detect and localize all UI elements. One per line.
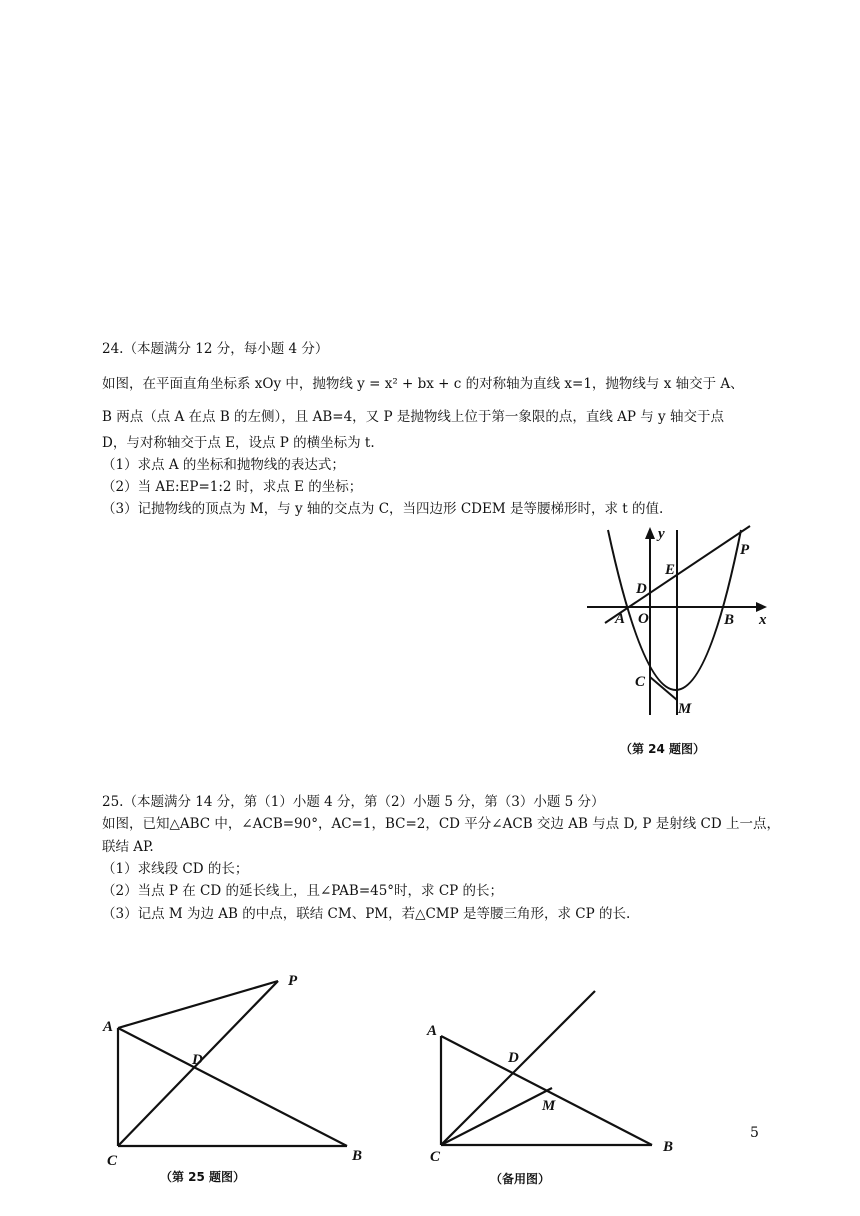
fig25-label-D: D (192, 1052, 203, 1068)
q24-line3: D，与对称轴交于点 E，设点 P 的横坐标为 t. (102, 435, 375, 451)
q25-part2: （2）当点 P 在 CD 的延长线上，且∠PAB=45°时，求 CP 的长； (102, 883, 504, 899)
fig24-label-A: A (615, 611, 626, 627)
q25-line1: 如图，已知△ABC 中，∠ACB=90°，AC=1，BC=2，CD 平分∠ACB 交边 AB 与点 D, P 是射线 CD 上一点， (102, 816, 780, 832)
fig24-label-y: y (658, 526, 665, 542)
fig24-label-E: E (665, 562, 676, 578)
fig24-label-B: B (724, 612, 735, 628)
fig24-label-P: P (740, 542, 750, 558)
fig24-label-M: M (678, 701, 692, 717)
q24-line1: 如图，在平面直角坐标系 xOy 中，抛物线 y = x² + bx + c 的对称轴为直线 x=1，抛物线与 x 轴交于 A、 (102, 376, 744, 392)
q24-header: 24.（本题满分 12 分，每小题 4 分） (102, 341, 329, 357)
backup-label-M: M (542, 1098, 556, 1114)
fig25-label-B: B (352, 1148, 363, 1164)
fig24-label-x: x (759, 612, 767, 628)
backup-label-A: A (427, 1023, 438, 1039)
figure-25-caption: （第 25 题图） (160, 1170, 246, 1184)
figure-24 (575, 520, 775, 725)
q24-part1: （1）求点 A 的坐标和抛物线的表达式； (102, 457, 345, 473)
figure-backup (420, 985, 685, 1170)
q24-line2: B 两点（点 A 在点 B 的左侧），且 AB=4，又 P 是抛物线上位于第一象限的点，直线 AP 与 y 轴交于点 (102, 409, 724, 425)
backup-label-D: D (508, 1050, 519, 1066)
figure-25 (95, 965, 375, 1165)
q24-part3: （3）记抛物线的顶点为 M，与 y 轴的交点为 C，当四边形 CDEM 是等腰梯形时，求 t 的值. (102, 501, 664, 517)
fig25-label-A: A (103, 1019, 114, 1035)
backup-label-C: C (430, 1149, 441, 1165)
backup-label-B: B (663, 1139, 674, 1155)
figure-24-caption: （第 24 题图） (620, 742, 706, 756)
fig25-label-P: P (288, 973, 298, 989)
page-number: 5 (750, 1125, 759, 1141)
q25-line2: 联结 AP. (102, 839, 154, 855)
q24-part2: （2）当 AE:EP=1:2 时，求点 E 的坐标； (102, 479, 363, 495)
q25-part1: （1）求线段 CD 的长； (102, 861, 249, 877)
q25-part3: （3）记点 M 为边 AB 的中点，联结 CM、PM，若△CMP 是等腰三角形，求 CP 的长. (102, 906, 631, 922)
q25-header: 25.（本题满分 14 分，第（1）小题 4 分，第（2）小题 5 分，第（3）小题 5 分） (102, 794, 605, 810)
figure-backup-caption: （备用图） (490, 1172, 551, 1186)
fig24-label-D: D (636, 581, 647, 597)
fig25-label-C: C (107, 1153, 118, 1165)
fig24-label-O: O (638, 611, 649, 627)
fig24-label-C: C (635, 674, 646, 690)
